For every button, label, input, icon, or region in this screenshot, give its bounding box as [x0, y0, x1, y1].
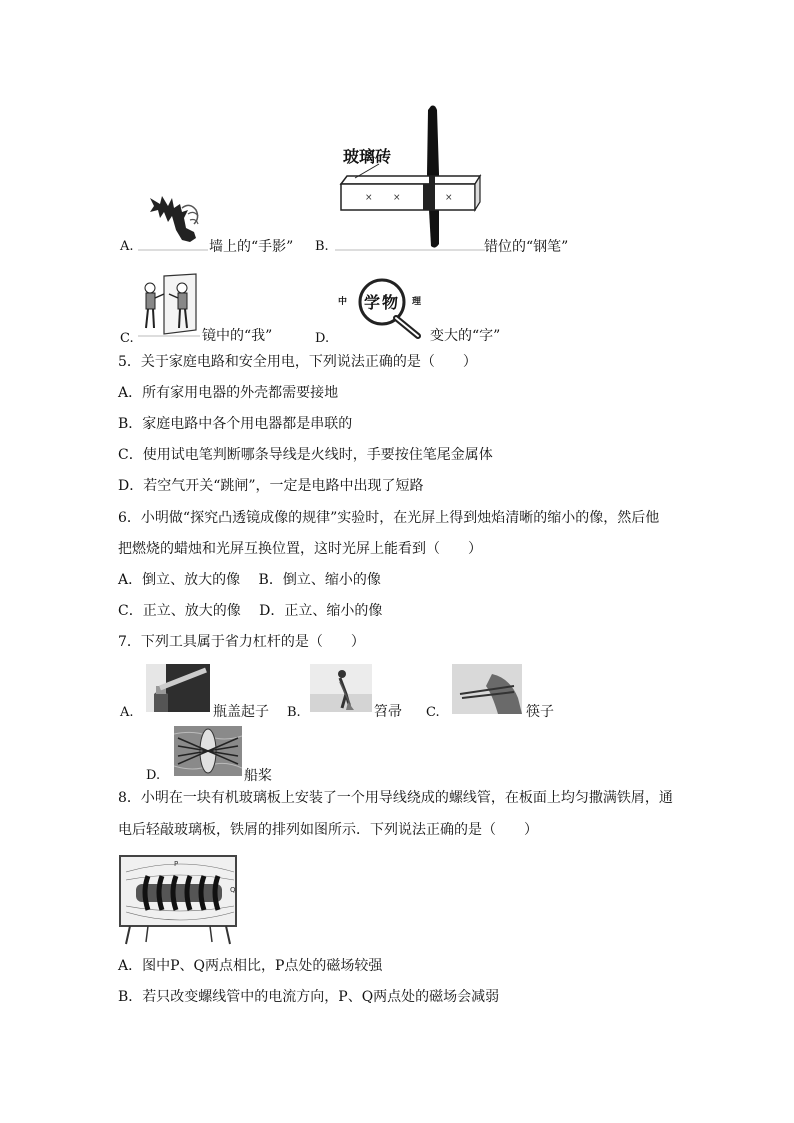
- option-label: A.: [120, 705, 134, 720]
- svg-text:×: ×: [445, 193, 453, 203]
- magnifier-char-2: 学: [364, 293, 381, 312]
- choice-a: A．图中P、Q两点相比，P点处的磁场较强: [118, 958, 383, 974]
- choice-d: D．若空气开关“跳闸”，一定是电路中出现了短路: [118, 478, 424, 494]
- option-caption: 瓶盖起子: [213, 704, 269, 720]
- question-stem: 7．下列工具属于省力杠杆的是（ ）: [118, 634, 365, 650]
- broom-image: [310, 664, 372, 712]
- choices-ab: A．倒立、放大的像 B．倒立、缩小的像: [118, 572, 381, 588]
- option-caption: 墙上的“手影”: [209, 239, 294, 255]
- option-caption: 笤帚: [374, 704, 402, 720]
- magnifier-char-3: 物: [382, 293, 399, 312]
- hand-shadow-image: [138, 188, 208, 252]
- glass-brick-pen-image: [335, 104, 485, 252]
- magnifier-char-4: 理: [412, 297, 422, 307]
- glass-brick-label: 玻璃砖: [343, 147, 392, 166]
- choice-b: B．家庭电路中各个用电器都是串联的: [118, 416, 353, 432]
- option-caption: 错位的“钢笔”: [484, 239, 569, 255]
- question-stem: 5．关于家庭电路和安全用电，下列说法正确的是（ ）: [118, 354, 477, 370]
- choice-a: A．所有家用电器的外壳都需要接地: [118, 385, 339, 401]
- question-stem-line-2: 电后轻敲玻璃板，铁屑的排列如图所示．下列说法正确的是（ ）: [118, 822, 538, 838]
- rowing-oar-image: [174, 726, 242, 776]
- magnifier-char-1: 中: [338, 297, 348, 307]
- choice-b: B．若只改变螺线管中的电流方向，P、Q两点处的磁场会减弱: [118, 989, 500, 1005]
- bottle-opener-image: [146, 664, 210, 712]
- option-caption: 变大的“字”: [430, 328, 501, 344]
- question-stem-line-2: 把燃烧的蜡烛和光屏互换位置，这时光屏上能看到（ ）: [118, 541, 482, 557]
- question-stem-line-1: 8．小明在一块有机玻璃板上安装了一个用导线绕成的螺线管，在板面上均匀撒满铁屑，通: [118, 790, 673, 806]
- option-label: D.: [146, 768, 161, 783]
- option-label: D.: [315, 331, 330, 346]
- solenoid-iron-filings-image: [118, 852, 240, 946]
- choices-cd: C．正立、放大的像 D．正立、缩小的像: [118, 603, 383, 619]
- option-label: B.: [315, 239, 329, 254]
- option-label: C.: [120, 331, 134, 346]
- chopsticks-image: [452, 664, 522, 714]
- option-label: A.: [120, 239, 134, 254]
- mirror-image: [138, 272, 200, 338]
- svg-text:P: P: [174, 860, 179, 868]
- option-caption: 镜中的“我”: [202, 328, 273, 344]
- question-stem-line-1: 6．小明做“探究凸透镜成像的规律”实验时，在光屏上得到烛焰清晰的缩小的像，然后他: [118, 510, 660, 526]
- svg-text:×: ×: [393, 193, 401, 203]
- svg-text:Q: Q: [230, 886, 236, 894]
- option-caption: 船桨: [244, 768, 272, 784]
- svg-text:×: ×: [365, 193, 373, 203]
- option-caption: 筷子: [526, 704, 554, 720]
- option-label: C.: [426, 705, 440, 720]
- magnifier-image: [338, 276, 430, 340]
- option-label: B.: [287, 705, 301, 720]
- choice-c: C．使用试电笔判断哪条导线是火线时，手要按住笔尾金属体: [118, 447, 493, 463]
